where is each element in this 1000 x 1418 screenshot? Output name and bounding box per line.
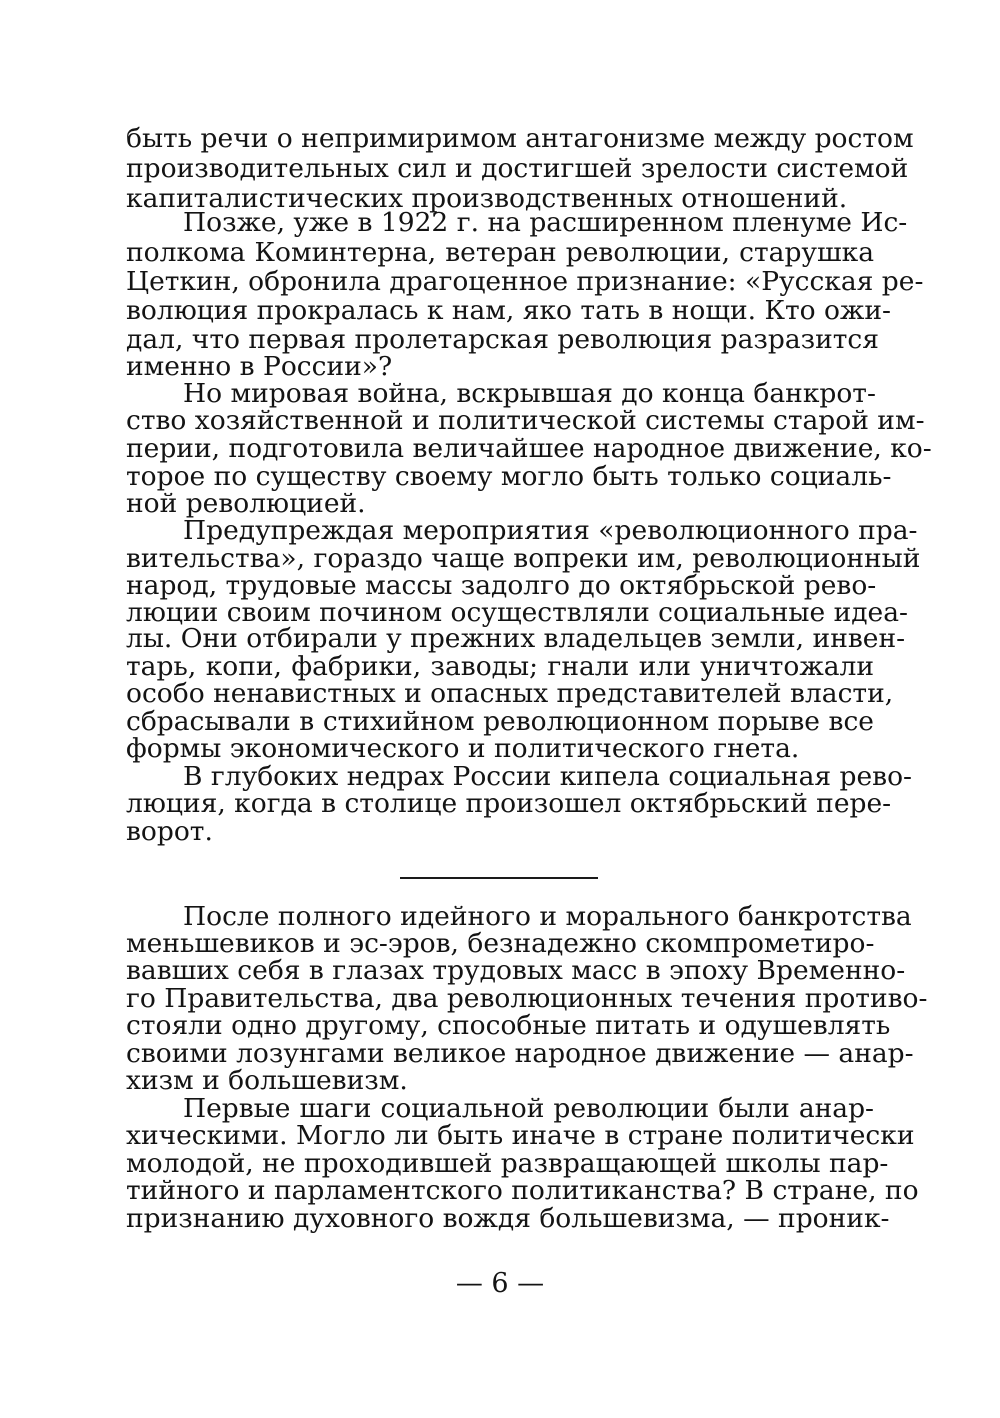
text-line: ной революцией.: [126, 488, 366, 519]
text-line: хизм и большевизм.: [126, 1065, 408, 1096]
text-line: дал, что первая пролетарская революция разразится: [126, 324, 879, 355]
text-line: капиталистических производственных отношений.: [126, 183, 848, 214]
text-line: Позже, уже в 1922 г. на расширенном пленуме Ис-: [183, 207, 908, 238]
text-line: быть речи о непримиримом антагонизме между ростом: [126, 123, 914, 154]
text-line: В глубоких недрах России кипела социальная рево-: [183, 761, 912, 792]
text-line: именно в России»?: [126, 351, 393, 382]
section-divider: [400, 877, 598, 879]
text-line: тийного и парламентского политиканства? В стране, по: [126, 1175, 919, 1206]
text-line: ство хозяйственной и политической системы старой им-: [126, 405, 925, 436]
text-line: формы экономического и политического гнета.: [126, 733, 800, 764]
text-line: ворот.: [126, 816, 213, 847]
text-line: вительства», гораздо чаще вопреки им, революционный: [126, 543, 921, 574]
text-line: торое по существу своему могло быть только социаль-: [126, 461, 892, 492]
text-line: волюция прокралась к нам, яко тать в нощи. Кто ожи-: [126, 295, 891, 326]
text-line: меньшевиков и эс-эров, безнадежно скомпрометиро-: [126, 928, 875, 959]
text-line: своими лозунгами великое народное движение — анар-: [126, 1038, 914, 1069]
text-line: особо ненавистных и опасных представителей власти,: [126, 678, 894, 709]
text-line: стояли одно другому, способные питать и одушевлять: [126, 1010, 891, 1041]
text-line: молодой, не проходившей развращающей школы пар-: [126, 1148, 889, 1179]
text-line: После полного идейного и морального банкротства: [183, 901, 912, 932]
text-line: хическими. Могло ли быть иначе в стране политически: [126, 1120, 915, 1151]
text-line: Предупреждая мероприятия «революционного пра-: [183, 515, 918, 546]
text-line: люции своим почином осуществляли социальные идеа-: [126, 597, 908, 628]
text-line: вавших себя в глазах трудовых масс в эпоху Временно-: [126, 955, 906, 986]
text-line: Цеткин, обронила драгоценное признание: «Русская ре-: [126, 266, 924, 297]
text-line: тарь, копи, фабрики, заводы; гнали или уничтожали: [126, 651, 874, 682]
text-line: люция, когда в столице произошел октябрьский пере-: [126, 788, 892, 819]
text-line: лы. Они отбирали у прежних владельцев земли, инвен-: [126, 623, 906, 654]
text-line: производительных сил и достигшей зрелости системой: [126, 153, 909, 184]
page-number: — 6 —: [455, 1268, 545, 1299]
text-line: сбрасывали в стихийном революционном порыве все: [126, 706, 874, 737]
text-line: Но мировая война, вскрывшая до конца банкрот-: [183, 378, 876, 409]
text-line: народ, трудовые массы задолго до октябрьской рево-: [126, 570, 877, 601]
text-line: признанию духовного вождя большевизма, — проник-: [126, 1203, 890, 1234]
text-line: перии, подготовила величайшее народное движение, ко-: [126, 433, 932, 464]
text-line: Первые шаги социальной революции были анар-: [183, 1093, 874, 1124]
text-line: полкома Коминтерна, ветеран революции, старушка: [126, 237, 874, 268]
text-line: го Правительства, два революционных течения противо-: [126, 983, 928, 1014]
